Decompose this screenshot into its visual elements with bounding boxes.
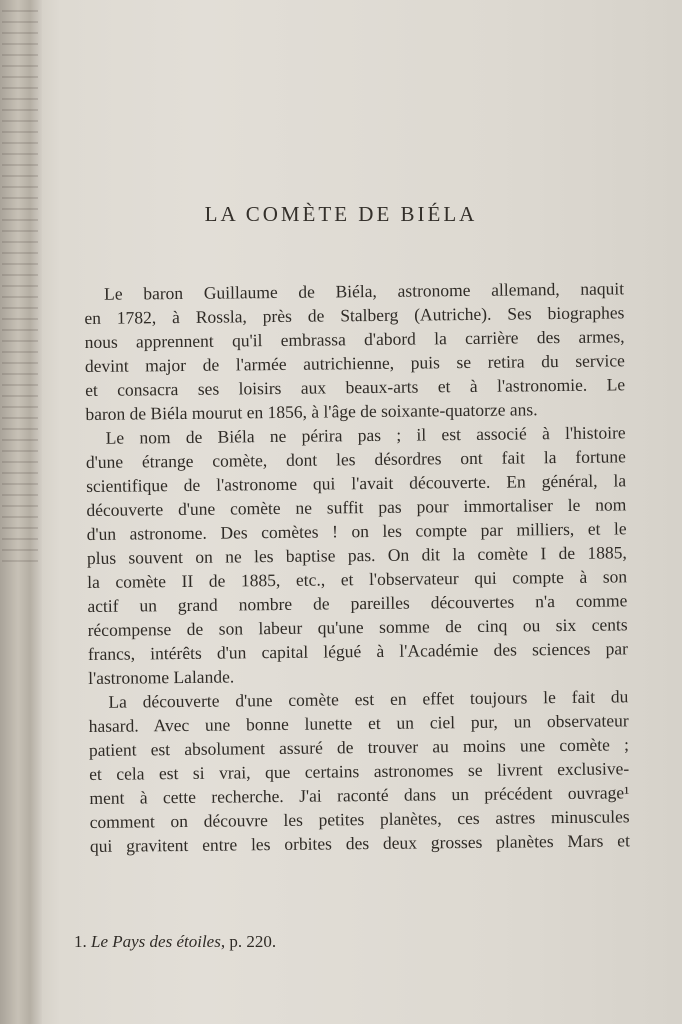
text-line: qui gravitent entre les orbites des deux grosses planètes Mars et <box>89 830 630 856</box>
text-line: récompense de son labeur qu'une somme de cinq ou six cents <box>87 614 628 640</box>
text-line: ment à cette recherche. J'ai raconté dans un précédent ouvrage¹ <box>89 782 630 808</box>
text-line: hasard. Avec une bonne lunette et un ciel pur, un observateur <box>88 710 629 736</box>
chapter-title: LA COMÈTE DE BIÉLA <box>204 202 478 226</box>
footnote-page-ref: , p. 220. <box>220 932 277 951</box>
text-line: en 1782, à Rossla, près de Stalberg (Autriche). Ses biographes <box>84 302 625 328</box>
footnote-number: 1. <box>74 932 87 951</box>
text-line: plus souvent on ne les baptise pas. On dit la comète I de 1885, <box>86 542 627 568</box>
page-gutter <box>0 0 42 1024</box>
text-line: découverte d'une comète ne suffit pas pour immortaliser le nom <box>86 494 627 520</box>
text-line: nous apprennent qu'il embrassa d'abord la carrière des armes, <box>84 326 625 352</box>
footnote <box>74 932 276 952</box>
text-line: d'une étrange comète, dont les désordres ont fait la fortune <box>85 446 626 472</box>
text-line: l'astronome Lalande. <box>88 666 235 688</box>
text-line: et cela est si vrai, que certains astronomes se livrent exclusive- <box>89 758 630 784</box>
facing-page-text-fragment <box>2 10 38 570</box>
text-line: d'un astronome. Des comètes ! on les compte par milliers, et le <box>86 518 627 544</box>
text-line: la comète II de 1885, etc., et l'observateur qui compte à son <box>87 566 628 592</box>
text-line: devint major de l'armée autrichienne, puis se retira du service <box>84 350 625 376</box>
footnote-work-title: Le Pays des étoiles <box>91 932 221 951</box>
text-line: actif un grand nombre de pareilles découvertes n'a comme <box>87 590 628 616</box>
text-line: Le baron Guillaume de Biéla, astronome allemand, naquit <box>104 278 625 304</box>
text-line: baron de Biéla mourut en 1856, à l'âge de soixante-quatorze ans. <box>85 399 538 424</box>
text-line: patient est absolument assuré de trouver au moins une comète ; <box>88 734 629 760</box>
text-line: francs, intérêts d'un capital légué à l'Académie des sciences par <box>87 638 628 664</box>
text-line: La découverte d'une comète est en effet toujours le fait du <box>108 686 629 712</box>
text-line: Le nom de Biéla ne périra pas ; il est associé à l'histoire <box>105 422 626 448</box>
text-line: et consacra ses loisirs aux beaux-arts et à l'astronomie. Le <box>85 374 626 400</box>
body-text <box>84 276 630 858</box>
text-line: comment on découvre les petites planètes, ces astres minuscules <box>89 806 630 832</box>
text-line: scientifique de l'astronome qui l'avait découverte. En général, la <box>86 470 627 496</box>
